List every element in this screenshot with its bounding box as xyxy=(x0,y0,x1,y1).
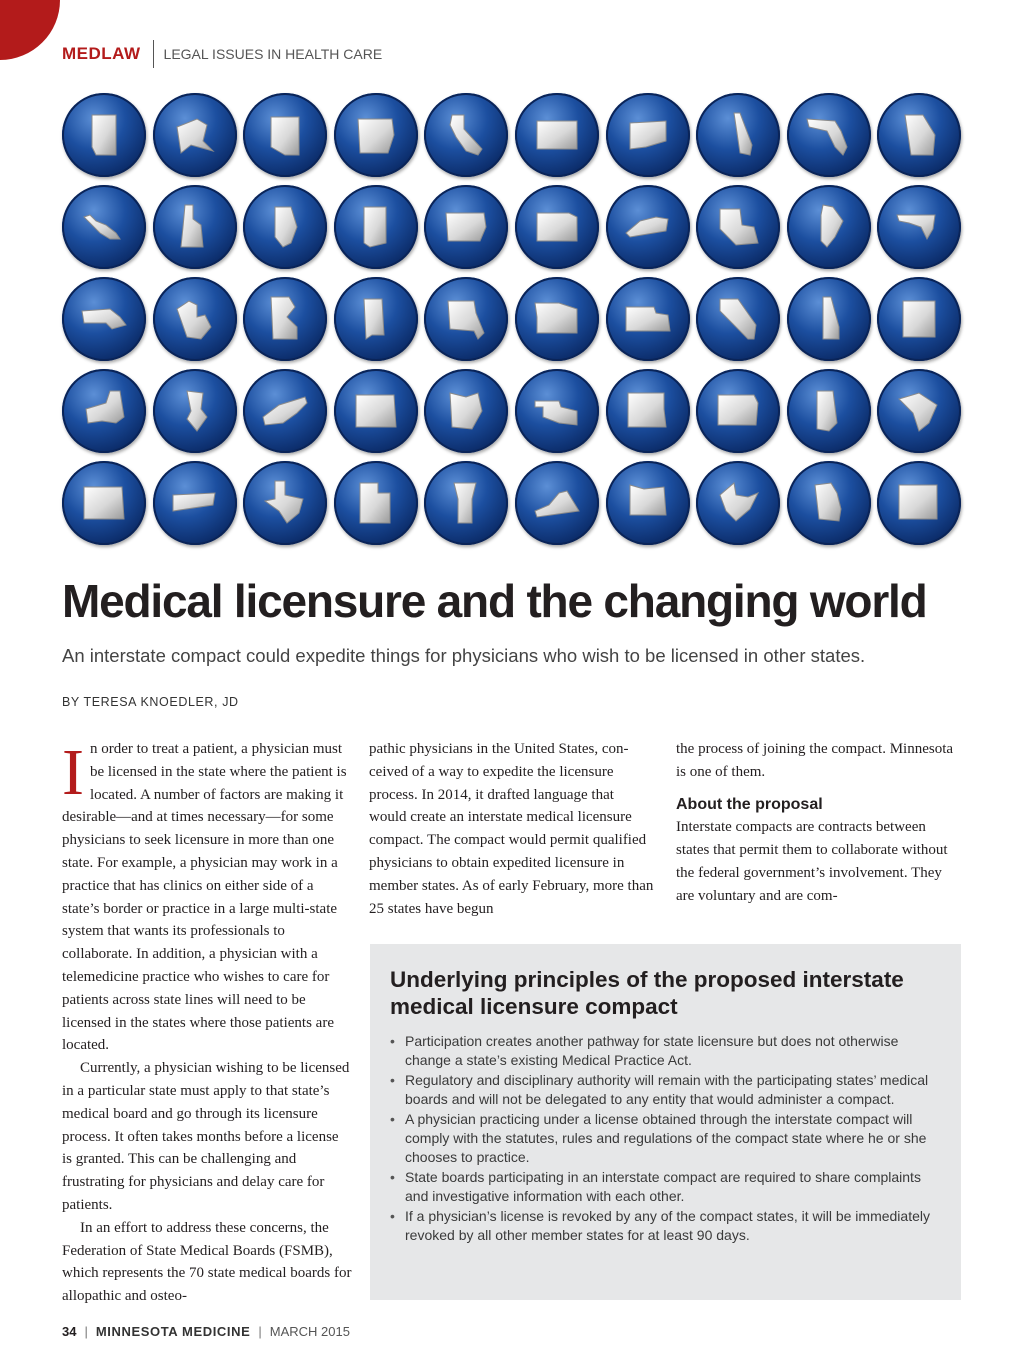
corner-accent xyxy=(0,0,60,60)
article-column-3 xyxy=(676,738,962,908)
issue-date: MARCH 2015 xyxy=(269,1324,350,1339)
ohio-icon xyxy=(424,369,508,453)
new-hampshire-icon xyxy=(787,277,871,361)
sidebar-title: Underlying principles of the proposed interstate medical licensure compact xyxy=(390,967,904,1019)
missouri-icon xyxy=(424,277,508,361)
page-number: 34 xyxy=(62,1324,77,1339)
arkansas-icon xyxy=(334,93,418,177)
article-title: Medical licensure and the changing world xyxy=(62,575,927,627)
paragraph-currently: Currently, a physician wishing to be licensed in a particular state must apply to that state’s medical board and go through its licensure process. It often takes months before a license is granted. This can be challenging and frustrating for physicians and delay care for patients. xyxy=(62,1060,350,1213)
washington-icon xyxy=(606,461,690,545)
louisiana-icon xyxy=(696,185,780,269)
nebraska-icon xyxy=(606,277,690,361)
california-icon xyxy=(424,93,508,177)
south-dakota-icon xyxy=(62,461,146,545)
alabama-icon xyxy=(62,93,146,177)
wisconsin-icon xyxy=(787,461,871,545)
florida-icon xyxy=(787,93,871,177)
maryland-icon xyxy=(877,185,961,269)
mississippi-icon xyxy=(334,277,418,361)
tennessee-icon xyxy=(153,461,237,545)
footer-divider: | xyxy=(84,1324,88,1339)
idaho-icon xyxy=(153,185,237,269)
west-virginia-icon xyxy=(696,461,780,545)
subhead-about-proposal: About the proposal xyxy=(676,795,823,813)
kentucky-icon xyxy=(606,185,690,269)
alaska-icon xyxy=(153,93,237,177)
rhode-island-icon xyxy=(787,369,871,453)
paragraph-fsmb-continued: pathic physicians in the United States, conceived of a way to expedite the licensure process. In 2014, it drafted language that would create an interstate medical licensure compact. The compact would permit qualified physicians to obtain expedited licensure in member states. As of early February, more than 25 states have begun xyxy=(369,741,654,917)
header-divider xyxy=(153,40,154,68)
paragraph-fsmb: In an effort to address these concerns, the Federation of State Medical Boards (FSMB), which represents the 70 state medical boards for allopathic and osteo- xyxy=(62,1219,352,1305)
kansas-icon xyxy=(515,185,599,269)
principle-item: • State boards participating in an interstate compact are required to share complaints and investigative information with each other. xyxy=(390,1168,945,1207)
oregon-icon xyxy=(606,369,690,453)
south-carolina-icon xyxy=(877,369,961,453)
colorado-icon xyxy=(515,93,599,177)
footer-divider: | xyxy=(258,1324,262,1339)
article-column-2 xyxy=(369,738,654,920)
magazine-name: MINNESOTA MEDICINE xyxy=(95,1324,251,1339)
principle-item: • Regulatory and disciplinary authority will remain with the participating states’ medical boards and will not be delegated to any entity that would administer a compact. xyxy=(390,1071,945,1110)
virginia-icon xyxy=(515,461,599,545)
arizona-icon xyxy=(243,93,327,177)
connecticut-icon xyxy=(606,93,690,177)
section-header xyxy=(62,40,382,68)
vermont-icon xyxy=(424,461,508,545)
north-dakota-icon xyxy=(334,369,418,453)
minnesota-icon xyxy=(243,277,327,361)
pennsylvania-icon xyxy=(696,369,780,453)
subsection-label: LEGAL ISSUES IN HEALTH CARE xyxy=(163,46,383,62)
section-label: MEDLAW xyxy=(62,44,141,63)
byline: BY TERESA KNOEDLER, JD xyxy=(62,695,239,709)
wyoming-icon xyxy=(877,461,961,545)
article-dek: An interstate compact could expedite things for physicians who wish to be licensed in other states. xyxy=(62,645,866,666)
paragraph-fsmb-end: the process of joining the compact. Minnesota is one of them. xyxy=(676,741,954,780)
nevada-icon xyxy=(696,277,780,361)
texas-icon xyxy=(243,461,327,545)
utah-icon xyxy=(334,461,418,545)
principle-item: • A physician practicing under a license obtained through the interstate compact will comply with the statutes, rules and regulations of the compact state where he or she chooses to practice. xyxy=(390,1110,945,1168)
principle-item: • Participation creates another pathway for state licensure but does not otherwise change a state’s existing Medical Practice Act. xyxy=(390,1032,945,1071)
principles-list xyxy=(390,1032,945,1245)
massachusetts-icon xyxy=(62,277,146,361)
principles-sidebar xyxy=(370,944,961,1300)
paragraph-intro xyxy=(62,738,352,1057)
georgia-icon xyxy=(877,93,961,177)
page-footer xyxy=(62,1324,350,1339)
delaware-icon xyxy=(696,93,780,177)
montana-icon xyxy=(515,277,599,361)
new-jersey-icon xyxy=(153,369,237,453)
principle-item: • If a physician’s license is revoked by any of the compact states, it will be immediately revoked by all other member states for at least 90 days. xyxy=(390,1207,945,1246)
illinois-icon xyxy=(243,185,327,269)
drop-cap: I xyxy=(62,736,84,809)
maine-icon xyxy=(787,185,871,269)
indiana-icon xyxy=(334,185,418,269)
paragraph-intro-text: n order to treat a patient, a physician must be licensed in the state where the patient is located. A number of factors are making it desirable—and at times necessary—for some physicians to seek licensure in more than one state. For example, a physician may work in a practice that has clinics on either side of a state’s border or practice in a large multi-state system that wants its professionals to collaborate. In addition, a physician with a telemedicine practice who wishes to care for patients across state lines will need to be licensed in the states where those patients are located. xyxy=(62,741,347,1054)
hawaii-icon xyxy=(62,185,146,269)
article-column-1 xyxy=(62,738,352,1308)
iowa-icon xyxy=(424,185,508,269)
new-mexico-icon xyxy=(877,277,961,361)
north-carolina-icon xyxy=(243,369,327,453)
michigan-icon xyxy=(153,277,237,361)
paragraph-about: Interstate compacts are contracts between states that permit them to collaborate without the federal government’s involvement. They are voluntary and are com- xyxy=(676,819,948,904)
oklahoma-icon xyxy=(515,369,599,453)
new-york-icon xyxy=(62,369,146,453)
